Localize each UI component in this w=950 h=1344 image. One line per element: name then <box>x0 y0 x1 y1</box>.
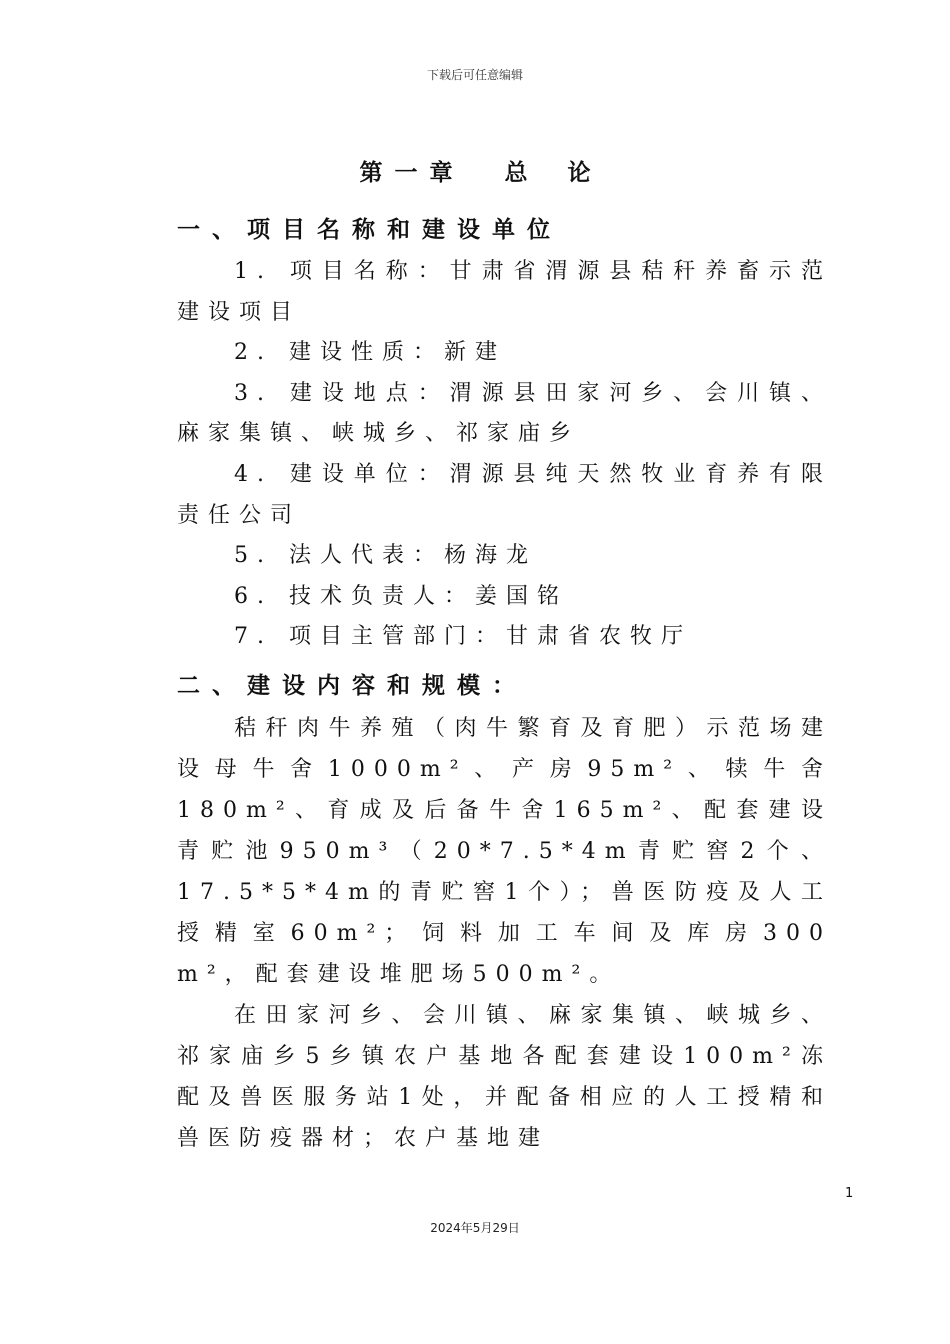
footer-date: 2024年5月29日 <box>430 1221 520 1235</box>
list-item: 7. 项目主管部门：甘肃省农牧厅 <box>234 624 692 650</box>
list-item: 4. 建设单位：渭源县纯天然牧业育养有限责任公司 <box>177 461 832 528</box>
body-paragraph: 秸秆肉牛养殖（肉牛繁育及育肥）示范场建设母牛舍1000m²、产房95m²、犊牛舍180m²、育成及后备牛舍165m²、配套建设青贮池950m³（20*7.5*4m青贮窖2个、17.5*5*4m的青贮窖1个）；兽医防疫及人工授精室60m²；饲料加工车间及库房300 m²，配套建设堆肥场500m²。 <box>177 715 832 987</box>
chapter-word-2: 论 <box>567 160 591 186</box>
chapter-title <box>0 154 950 187</box>
list-item: 5. 法人代表：杨海龙 <box>234 543 537 569</box>
chapter-word-1: 总 <box>504 160 528 186</box>
chapter-number: 第一章 <box>359 160 465 186</box>
list-item: 1. 项目名称：甘肃省渭源县秸秆养畜示范建设项目 <box>177 259 832 325</box>
header-note: 下载后可任意编辑 <box>426 68 523 82</box>
document-body <box>177 208 832 1159</box>
body-paragraph: 在田家河乡、会川镇、麻家集镇、峡城乡、祁家庙乡5乡镇农户基地各配套建设100m²冻配及兽医服务站1处，并配备相应的人工授精和兽医防疫器材；农户基地建 <box>177 1002 832 1151</box>
list-item: 2. 建设性质：新建 <box>234 340 506 366</box>
section-heading-2: 二、建设内容和规模： <box>177 672 527 699</box>
list-item: 6. 技术负责人：姜国铭 <box>234 583 568 609</box>
page-number: 1 <box>845 1186 854 1201</box>
list-item: 3. 建设地点：渭源县田家河乡、会川镇、麻家集镇、峡城乡、祁家庙乡 <box>177 380 832 447</box>
section-heading-1: 一、项目名称和建设单位 <box>177 217 562 243</box>
